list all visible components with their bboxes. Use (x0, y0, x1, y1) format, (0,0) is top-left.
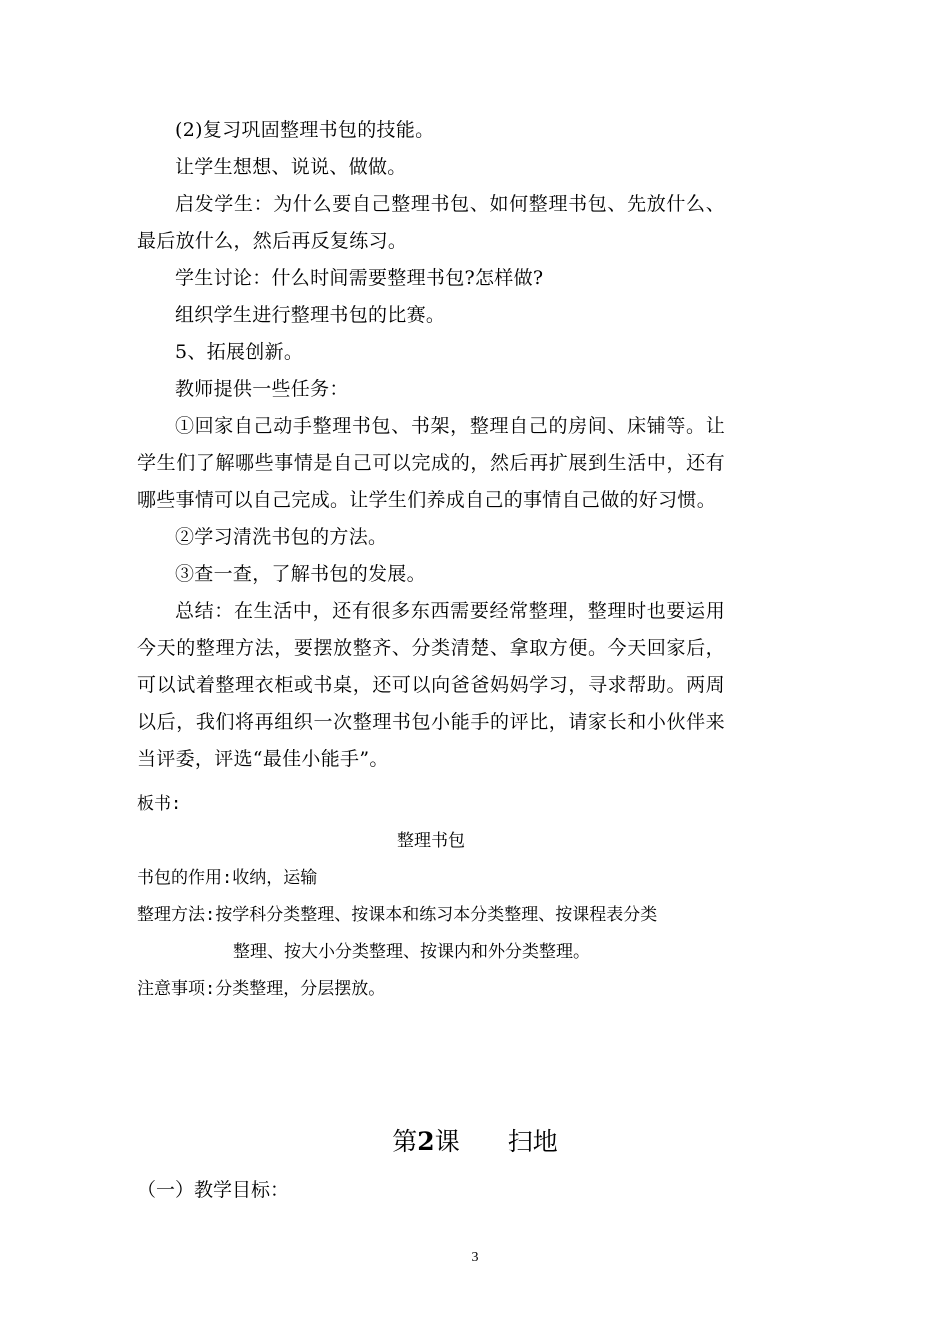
board-notes-line: 注意事项:分类整理，分层摆放。 (137, 979, 386, 999)
lesson-suffix: 课 (434, 1127, 460, 1156)
lesson-prefix: 第 (392, 1127, 418, 1156)
lesson-number: 2 (417, 1127, 435, 1156)
paragraph-review-skill: (2)复习巩固整理书包的技能。 (175, 119, 435, 141)
lesson-body (137, 112, 725, 778)
paragraph-task-3: ③查一查，了解书包的发展。 (175, 563, 426, 585)
board-methods-line-1: 整理方法:按学科分类整理、按课本和练习本分类整理、按课程表分类 (137, 905, 658, 925)
paragraph-competition: 组织学生进行整理书包的比赛。 (175, 304, 446, 326)
board-heading: 板书: (137, 794, 182, 814)
board-title: 整理书包 (397, 831, 465, 851)
paragraph-summary: 总结：在生活中，还有很多东西需要经常整理，整理时也要运用今天的整理方法，要摆放整齐、分类清楚、拿取方便。今天回家后，可以试着整理衣柜或书桌，还可以向爸爸妈妈学习，寻求帮助。两周以后，我们将再组织一次整理书包小能手的评比，请家长和小伙伴来当评委，评选“最佳小能手”。 (137, 600, 725, 770)
paragraph-teacher-tasks: 教师提供一些任务： (175, 378, 349, 400)
lesson-title (0, 1122, 950, 1162)
lesson-name: 扫地 (507, 1127, 558, 1156)
board-function-line: 书包的作用:收纳，运输 (137, 868, 318, 888)
paragraph-task-2: ②学习清洗书包的方法。 (175, 526, 388, 548)
board-methods-line-2: 整理、按大小分类整理、按课内和外分类整理。 (233, 942, 590, 962)
page-number: 3 (471, 1250, 479, 1265)
paragraph-student-discussion: 学生讨论：什么时间需要整理书包?怎样做? (175, 267, 544, 289)
blackboard-notes (137, 786, 725, 1008)
paragraph-task-1: ①回家自己动手整理书包、书架，整理自己的房间、床铺等。让学生们了解哪些事情是自己可以完成的，然后再扩展到生活中，还有哪些事情可以自己完成。让学生们养成自己的事情自己做的好习惯。 (137, 415, 725, 511)
paragraph-inspire-students: 启发学生：为什么要自己整理书包、如何整理书包、先放什么、最后放什么，然后再反复练习。 (137, 193, 725, 252)
paragraph-think-say-do: 让学生想想、说说、做做。 (175, 156, 407, 178)
objective-heading: （一）教学目标： (137, 1179, 290, 1201)
paragraph-extension-heading: 5、拓展创新。 (175, 341, 304, 363)
